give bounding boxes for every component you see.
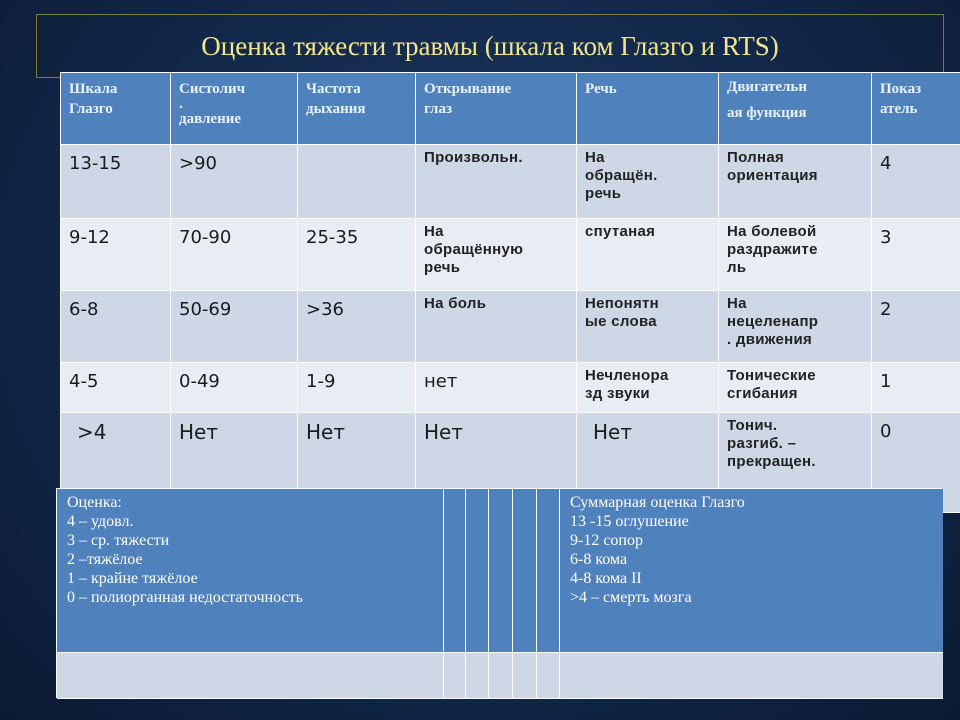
cell-pressure: 0-49: [171, 363, 298, 413]
legend-empty-cell: [513, 653, 537, 699]
table-row: [61, 291, 960, 363]
list-item: 4-8 кома II: [570, 570, 642, 587]
legend-empty-cell: [489, 653, 513, 699]
cell-speech: Нет: [577, 413, 719, 513]
rating-legend: [67, 493, 303, 607]
cell-speech: На обращён. речь: [577, 145, 719, 219]
legend-spacer-cell: [466, 489, 489, 653]
page-title: Оценка тяжести травмы (шкала ком Глазго и RTS): [201, 31, 779, 61]
cell-score: 0: [872, 413, 960, 513]
header-motor-function: Двигательн ая функция: [719, 73, 872, 145]
header-score: Показ атель: [872, 73, 960, 145]
list-item: 2 –тяжёлое: [67, 551, 143, 568]
list-item: 6-8 кома: [570, 551, 628, 568]
cell-breath: 1-9: [298, 363, 416, 413]
cell-speech: спутаная: [577, 219, 719, 291]
list-item: 3 – ср. тяжести: [67, 532, 170, 549]
legend-spacer-cell: [513, 489, 537, 653]
cell-speech: Непонятн ые слова: [577, 291, 719, 363]
legend-rating-cell: [57, 489, 444, 653]
cell-glasgow: 9-12: [61, 219, 171, 291]
legend-spacer-cell: [537, 489, 560, 653]
list-item: Оценка:: [67, 494, 122, 511]
list-item: 13 -15 оглушение: [570, 513, 689, 530]
cell-breath: [298, 145, 416, 219]
header-glasgow: Шкала Глазго: [61, 73, 171, 145]
list-item: 0 – полиорганная недостаточность: [67, 589, 303, 606]
legend-box: [56, 488, 942, 698]
cell-eyes: На боль: [416, 291, 577, 363]
cell-motor: На болевой раздражите ль: [719, 219, 872, 291]
table-row: [61, 145, 960, 219]
cell-eyes: нет: [416, 363, 577, 413]
header-breath-rate: Частота дыхания: [298, 73, 416, 145]
legend-spacer-cell: [489, 489, 513, 653]
list-item: Суммарная оценка Глазго: [570, 494, 745, 511]
legend-glasgow-cell: [560, 489, 943, 653]
cell-glasgow: >4: [61, 413, 171, 513]
cell-eyes: Нет: [416, 413, 577, 513]
table-header-row: [61, 73, 960, 145]
cell-speech: Нечленора зд звуки: [577, 363, 719, 413]
cell-score: 2: [872, 291, 960, 363]
table-row: [61, 219, 960, 291]
glasgow-legend: [570, 493, 745, 607]
list-item: >4 – смерть мозга: [570, 589, 692, 606]
cell-glasgow: 13-15: [61, 145, 171, 219]
cell-breath: Нет: [298, 413, 416, 513]
legend-empty-cell: [537, 653, 560, 699]
cell-pressure: 50-69: [171, 291, 298, 363]
legend-spacer-cell: [444, 489, 466, 653]
legend-empty-cell: [57, 653, 444, 699]
header-speech: Речь: [577, 73, 719, 145]
cell-breath: >36: [298, 291, 416, 363]
legend-empty-cell: [466, 653, 489, 699]
cell-breath: 25-35: [298, 219, 416, 291]
header-pressure: Систолич . давление: [171, 73, 298, 145]
cell-motor: Полная ориентация: [719, 145, 872, 219]
header-eye-opening: Открывание глаз: [416, 73, 577, 145]
cell-pressure: >90: [171, 145, 298, 219]
cell-pressure: 70-90: [171, 219, 298, 291]
cell-glasgow: 6-8: [61, 291, 171, 363]
cell-pressure: Нет: [171, 413, 298, 513]
list-item: 1 – крайне тяжёлое: [67, 570, 198, 587]
cell-eyes: Произвольн.: [416, 145, 577, 219]
cell-score: 3: [872, 219, 960, 291]
legend-empty-cell: [444, 653, 466, 699]
cell-motor: Тонические сгибания: [719, 363, 872, 413]
cell-motor: Тонич. разгиб. – прекращен.: [719, 413, 872, 513]
list-item: 4 – удовл.: [67, 513, 134, 530]
cell-score: 4: [872, 145, 960, 219]
cell-glasgow: 4-5: [61, 363, 171, 413]
legend-empty-cell: [560, 653, 943, 699]
trauma-scale-table: [60, 72, 960, 513]
cell-score: 1: [872, 363, 960, 413]
title-frame: [36, 14, 944, 78]
table-row: [61, 363, 960, 413]
list-item: 9-12 сопор: [570, 532, 643, 549]
cell-eyes: На обращённую речь: [416, 219, 577, 291]
cell-motor: На нецеленапр . движения: [719, 291, 872, 363]
